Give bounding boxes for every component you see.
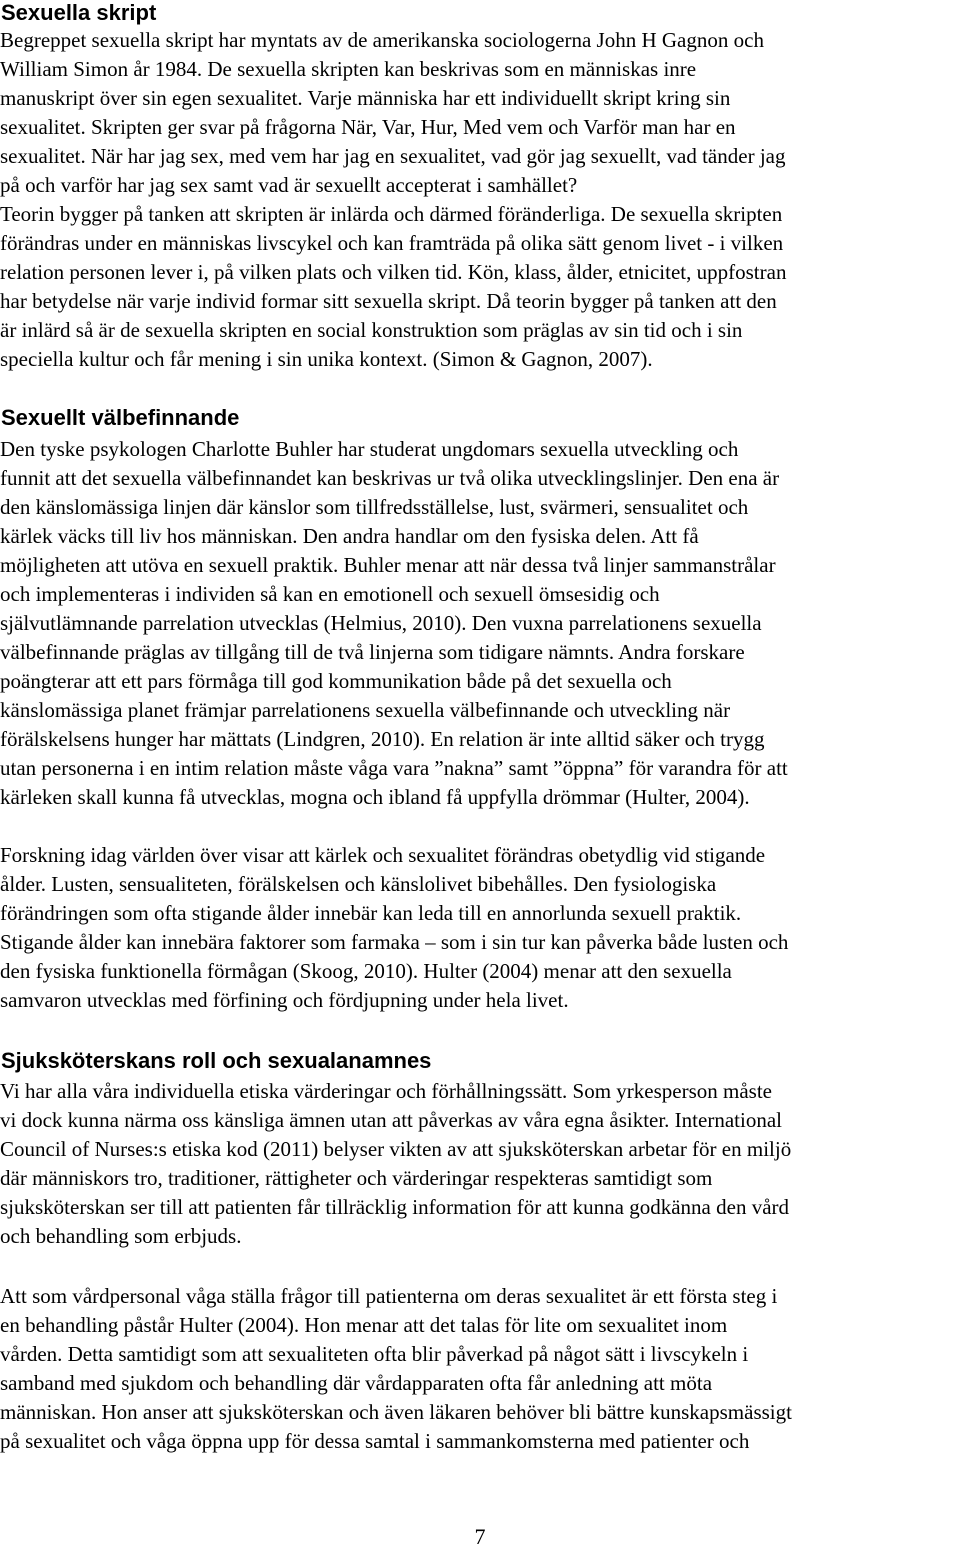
paragraph-line: funnit att det sexuella välbefinnandet kan beskrivas ur två olika utvecklingslinjer. Den ena är [0,466,780,490]
paragraph-line: och implementeras i individen så kan en emotionell och sexuell ömsesidig och [0,582,660,606]
paragraph-line: utan personerna i en intim relation måste våga vara ”nakna” samt ”öppna” för varandra för att [0,756,788,780]
page-number: 7 [474,1524,486,1549]
paragraph-line: på sexualitet och våga öppna upp för dessa samtal i sammankomsterna med patienter och [0,1429,750,1453]
paragraph-line: har betydelse när varje individ formar sitt sexuella skript. Då teorin bygger på tanken att den [0,289,777,313]
paragraph-line: välbefinnande präglas av tillgång till de två linjerna som tidigare nämnts. Andra forskare [0,640,745,664]
paragraph-line: vården. Detta samtidigt som att sexualiteten ofta blir påverkad på något sätt i livscykeln i [0,1342,749,1366]
paragraph-line: vi dock kunna närma oss känsliga ämnen utan att påverkas av våra egna åsikter. International [0,1108,782,1132]
paragraph-line: människan. Hon anser att sjuksköterskan och även läkaren behöver bli bättre kunskapsmässigt [0,1400,792,1424]
paragraph-line: den fysiska funktionella förmågan (Skoog, 2010). Hulter (2004) menar att den sexuella [0,959,732,983]
section-heading-sexuellt-valbefinnande: Sexuellt välbefinnande [1,405,240,430]
paragraph-line: där människors tro, traditioner, rättigheter och värderingar respekteras samtidigt som [0,1166,713,1190]
paragraph-line: manuskript över sin egen sexualitet. Varje människa har ett individuellt skript kring sin [0,86,731,110]
paragraph-line: Den tyske psykologen Charlotte Buhler har studerat ungdomars sexuella utveckling och [0,437,739,461]
paragraph-line: Council of Nurses:s etiska kod (2011) belyser vikten av att sjuksköterskan arbetar för en miljö [0,1137,792,1161]
paragraph-line: självutlämnande parrelation utvecklas (Helmius, 2010). Den vuxna parrelationens sexuella [0,611,762,635]
paragraph-line: samvaron utvecklas med förfining och fördjupning under hela livet. [0,988,569,1012]
paragraph-line: samband med sjukdom och behandling där vårdapparaten ofta får anledning att möta [0,1371,713,1395]
paragraph-line: ålder. Lusten, sensualiteten, förälskelsen och känslolivet bibehålles. Den fysiologiska [0,872,717,896]
paragraph-line: förändras under en människas livscykel och kan framträda på olika sätt genom livet - i vilken [0,231,784,255]
paragraph-line: William Simon år 1984. De sexuella skripten kan beskrivas som en människas inre [0,57,697,81]
paragraph-line: känslomässiga planet främjar parrelationens sexuella välbefinnande och utveckling när [0,698,731,722]
paragraph-line: Att som vårdpersonal våga ställa frågor till patienterna om deras sexualitet är ett första steg i [0,1284,778,1308]
paragraph-line: en behandling påstår Hulter (2004). Hon menar att det talas för lite om sexualitet inom [0,1313,728,1337]
paragraph-line: speciella kultur och får mening i sin unika kontext. (Simon & Gagnon, 2007). [0,347,653,371]
section-heading-sexuella-skript: Sexuella skript [1,0,157,25]
paragraph-line: relation personen lever i, på vilken plats och vilken tid. Kön, klass, ålder, etnicitet, uppfostran [0,260,787,284]
paragraph-line: är inlärd så är de sexuella skripten en social konstruktion som präglas av sin tid och i sin [0,318,743,342]
paragraph-line: Vi har alla våra individuella etiska värderingar och förhållningssätt. Som yrkesperson måste [0,1079,773,1103]
paragraph-line: möjligheten att utöva en sexuell praktik. Buhler menar att när dessa två linjer sammanstrålar [0,553,776,577]
paragraph-line: och behandling som erbjuds. [0,1224,242,1248]
paragraph-line: förälskelsens hunger har mättats (Lindgren, 2010). En relation är inte alltid säker och trygg [0,727,765,751]
paragraph-line: sexualitet. När har jag sex, med vem har jag en sexualitet, vad gör jag sexuellt, vad tänder jag [0,144,786,168]
paragraph-line: på och varför har jag sex samt vad är sexuellt accepterat i samhället? [0,173,578,197]
paragraph-line: förändringen som ofta stigande ålder innebär kan leda till en annorlunda sexuell praktik. [0,901,742,925]
paragraph-line: kärlek väcks till liv hos människan. Den andra handlar om den fysiska delen. Att få [0,524,699,548]
paragraph-line: sjuksköterskan ser till att patienten får tillräcklig information för att kunna godkänna den vård [0,1195,790,1219]
paragraph-line: poängterar att ett pars förmåga till god kommunikation både på det sexuella och [0,669,672,693]
paragraph-line: Stigande ålder kan innebära faktorer som farmaka – som i sin tur kan påverka både lusten och [0,930,789,954]
paragraph-line: Forskning idag världen över visar att kärlek och sexualitet förändras obetydlig vid stigande [0,843,766,867]
paragraph-line: Begreppet sexuella skript har myntats av de amerikanska sociologerna John H Gagnon och [0,28,764,52]
paragraph-line: sexualitet. Skripten ger svar på frågorna När, Var, Hur, Med vem och Varför man har en [0,115,736,139]
paragraph-line: den känslomässiga linjen där känslor som tillfredsställelse, lust, svärmeri, sensualitet och [0,495,749,519]
paragraph-line: kärleken skall kunna få utvecklas, mogna och ibland få uppfylla drömmar (Hulter, 2004). [0,785,750,809]
section-heading-sjukskoterskans-roll: Sjuksköterskans roll och sexualanamnes [1,1048,432,1073]
paragraph-line: Teorin bygger på tanken att skripten är inlärda och därmed föränderliga. De sexuella skripten [0,202,783,226]
